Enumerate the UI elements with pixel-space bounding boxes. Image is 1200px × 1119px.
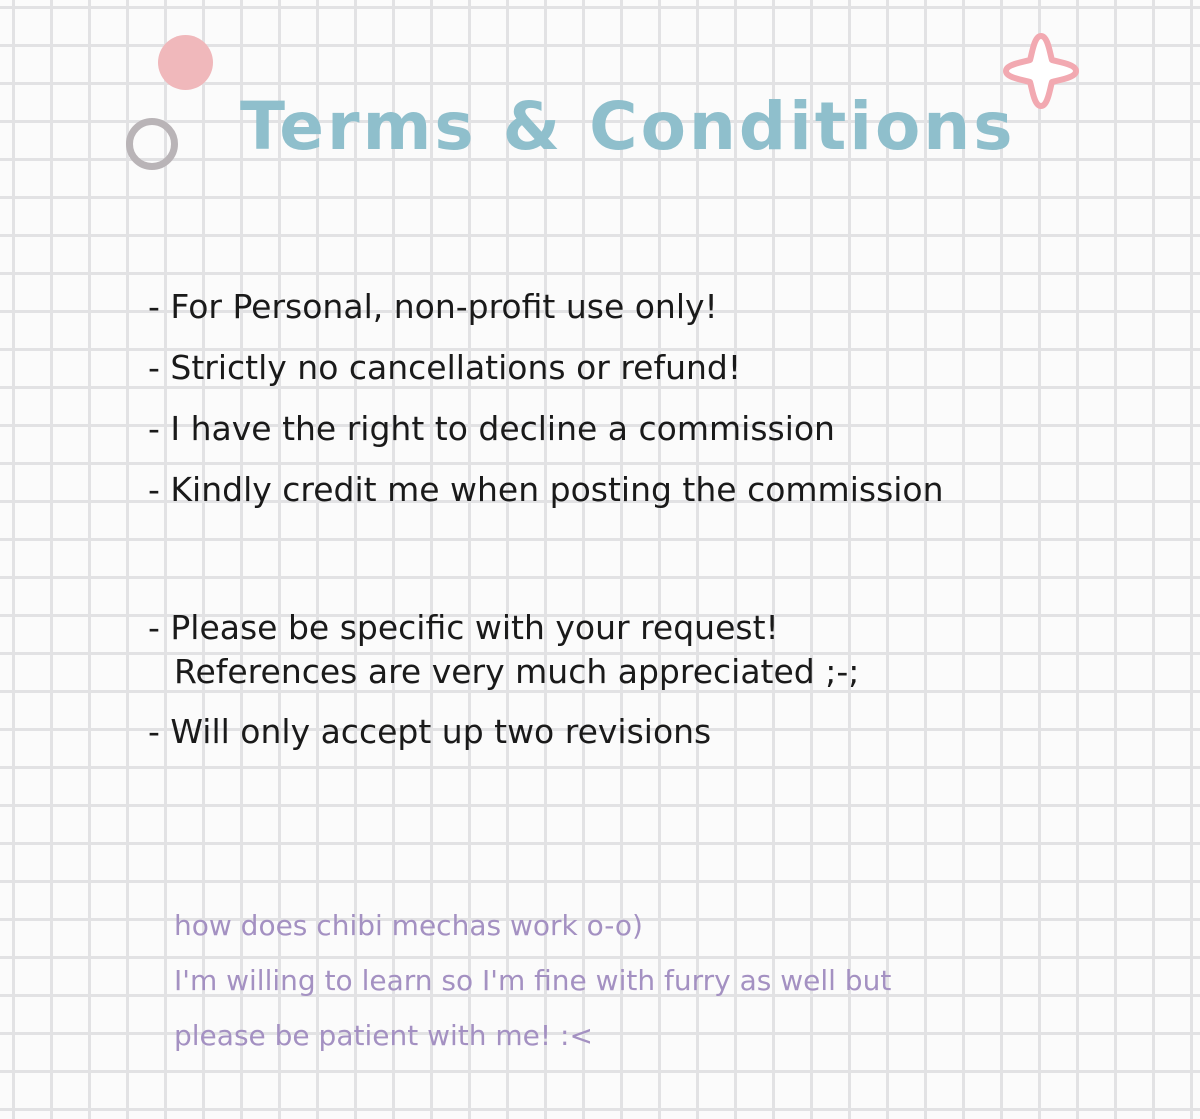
term-be-specific-text: - Please be specific with your request! xyxy=(148,608,779,647)
pink-dot-decoration xyxy=(158,35,213,90)
page-title: Terms & Conditions xyxy=(240,88,1016,165)
note-line: I'm willing to learn so I'm fine with furry as well but xyxy=(174,964,892,997)
term-revisions xyxy=(148,710,1108,754)
gray-ring-decoration xyxy=(126,118,178,170)
term-no-refund: - Strictly no cancellations or refund! xyxy=(148,348,742,387)
terms-list-requests xyxy=(148,606,1108,770)
terms-list-usage xyxy=(148,282,1108,526)
term-revisions-text: - Will only accept up two revisions xyxy=(148,712,712,751)
term-right-to-decline: - I have the right to decline a commission xyxy=(148,409,835,448)
note-line: please be patient with me! :< xyxy=(174,1019,593,1052)
note-line: how does chibi mechas work o-o) xyxy=(174,909,643,942)
term-references-text: References are very much appreciated ;-; xyxy=(174,652,860,691)
artist-notes xyxy=(174,902,1074,1067)
term-credit-artist: - Kindly credit me when posting the commission xyxy=(148,470,944,509)
term-personal-use: - For Personal, non-profit use only! xyxy=(148,287,718,326)
term-be-specific xyxy=(148,606,1108,694)
